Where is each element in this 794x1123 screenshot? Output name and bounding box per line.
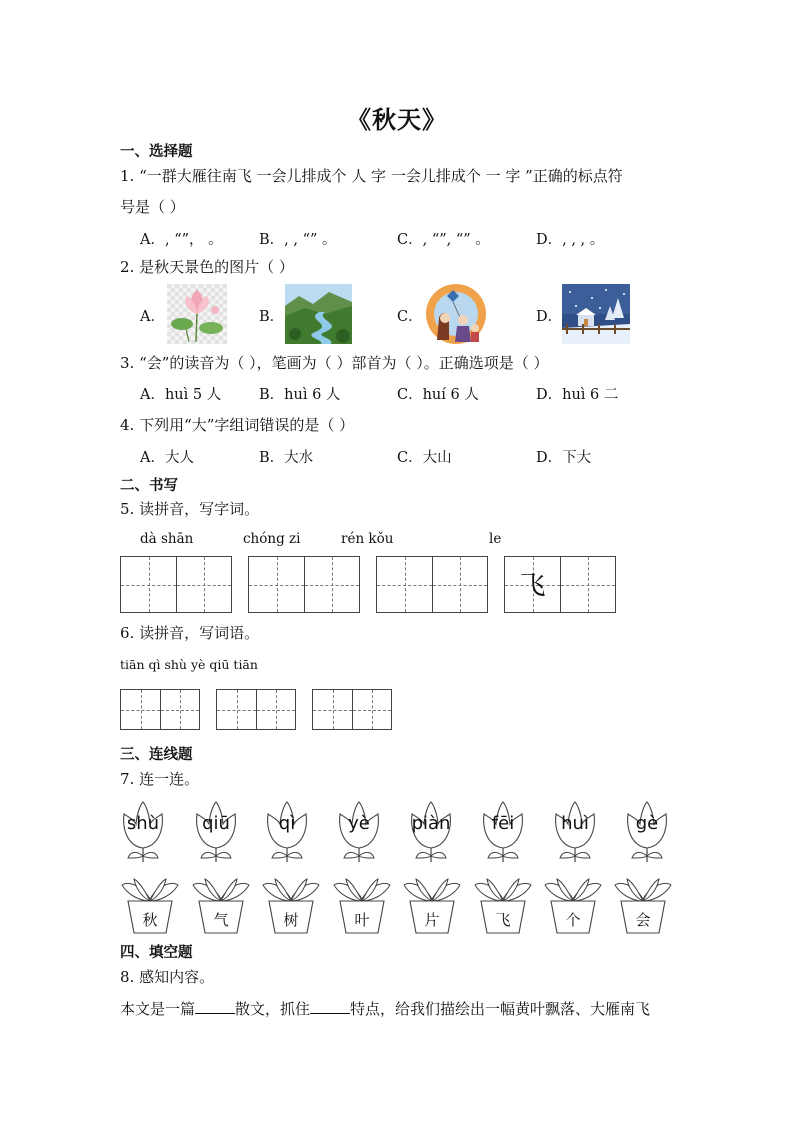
- flower-pinyin-label: huì: [561, 813, 589, 834]
- question-6: 6. 读拼音，写词语。: [120, 624, 260, 642]
- q3-option-a[interactable]: A．huì 5 人: [140, 387, 222, 403]
- question-8: 8. 感知内容。: [120, 968, 215, 986]
- q6-writing-grid-1[interactable]: [120, 689, 200, 730]
- character-pot[interactable]: [402, 877, 462, 935]
- q6-writing-grid-3[interactable]: [312, 689, 392, 730]
- flower-pinyin-label: shù: [126, 813, 160, 834]
- q3-option-c[interactable]: C．huí 6 人: [397, 387, 479, 403]
- pinyin-flower[interactable]: [334, 800, 384, 862]
- q5-pinyin-4: le: [489, 531, 502, 547]
- pot-character-label: 飞: [495, 911, 511, 929]
- pinyin-flower[interactable]: [262, 800, 312, 862]
- flower-pinyin-label: piàn: [411, 813, 451, 834]
- page-title: 《秋天》: [347, 106, 447, 134]
- q8-blank-2[interactable]: [310, 999, 350, 1014]
- character-pot[interactable]: [473, 877, 533, 935]
- pot-character-label: 个: [565, 911, 581, 929]
- pot-character-label: 片: [424, 911, 440, 929]
- q6-writing-grid-2[interactable]: [216, 689, 296, 730]
- pinyin-flower[interactable]: [406, 800, 456, 862]
- question-5: 5. 读拼音，写字词。: [120, 500, 260, 518]
- q5-pinyin-2: chóng zi: [243, 531, 301, 547]
- pinyin-flower[interactable]: [550, 800, 600, 862]
- q5-pinyin-1: dà shān: [140, 531, 194, 547]
- pot-character-label: 叶: [354, 911, 370, 929]
- flower-pinyin-label: qì: [278, 813, 296, 834]
- q5-writing-grid-4[interactable]: [504, 556, 616, 613]
- q4-option-d[interactable]: D．下大: [536, 450, 592, 466]
- q1-option-c[interactable]: C．, “”, “” 。: [397, 232, 490, 248]
- character-pot[interactable]: [191, 877, 251, 935]
- pinyin-flower[interactable]: [622, 800, 672, 862]
- prefilled-character: 飞: [519, 571, 546, 601]
- q5-pinyin-3: rén kǒu: [341, 531, 394, 547]
- question-3: 3. “会”的读音为（ ），笔画为（ ）部首为（ ）。正确选项是（ ）: [120, 354, 549, 372]
- flower-pinyin-label: yè: [348, 813, 370, 834]
- q6-pinyin: tiān qì shù yè qiū tiān: [120, 657, 258, 672]
- q4-option-b[interactable]: B．大水: [259, 450, 314, 466]
- character-pot[interactable]: [120, 877, 180, 935]
- river-valley-image: [285, 284, 352, 344]
- q1-option-b[interactable]: B．, , “” 。: [259, 232, 337, 248]
- question-8-line: [120, 998, 650, 1019]
- question-4: 4. 下列用“大”字组词错误的是（ ）: [120, 416, 355, 434]
- pinyin-flower[interactable]: [478, 800, 528, 862]
- girl-kite-image: [423, 284, 489, 344]
- pot-character-label: 秋: [142, 911, 158, 929]
- q4-option-a[interactable]: A．大人: [140, 450, 194, 466]
- question-1-line2: 号是（ ）: [120, 198, 185, 216]
- character-pot[interactable]: [613, 877, 673, 935]
- pot-character-label: 树: [283, 911, 299, 929]
- flower-pinyin-label: gè: [635, 813, 659, 834]
- q2-option-c[interactable]: C．: [397, 309, 423, 325]
- lotus-flower-image: [167, 284, 227, 344]
- pinyin-flower[interactable]: [191, 800, 241, 862]
- q8-text-b: 散文，抓住: [235, 1000, 311, 1018]
- section-heading-fill: 四、填空题: [120, 945, 193, 961]
- question-2: 2. 是秋天景色的图片（ ）: [120, 258, 294, 276]
- q1-option-a[interactable]: A．, “”， 。: [140, 232, 223, 248]
- section-heading-choice: 一、选择题: [120, 144, 193, 160]
- snow-scene-image: [562, 284, 630, 344]
- q5-writing-grid-1[interactable]: [120, 556, 232, 613]
- pot-character-label: 会: [635, 911, 651, 929]
- question-7: 7. 连一连。: [120, 770, 200, 788]
- pot-character-label: 气: [213, 911, 229, 929]
- character-pot[interactable]: [543, 877, 603, 935]
- q8-blank-1[interactable]: [195, 999, 235, 1014]
- section-heading-writing: 二、书写: [120, 478, 178, 494]
- flower-pinyin-label: fēi: [491, 813, 515, 834]
- q8-text-c: 特点，给我们描绘出一幅黄叶飘落、大雁南飞: [350, 1000, 651, 1018]
- q2-option-d[interactable]: D．: [536, 309, 563, 325]
- flower-pinyin-label: qiū: [202, 813, 230, 834]
- character-pot[interactable]: [332, 877, 392, 935]
- q1-option-d[interactable]: D．, , , 。: [536, 232, 605, 248]
- q3-option-b[interactable]: B．huì 6 人: [259, 387, 341, 403]
- q2-option-a[interactable]: A．: [140, 309, 165, 325]
- section-heading-matching: 三、连线题: [120, 747, 193, 763]
- q5-writing-grid-3[interactable]: [376, 556, 488, 613]
- character-pot[interactable]: [261, 877, 321, 935]
- q2-option-b[interactable]: B．: [259, 309, 285, 325]
- pinyin-flower[interactable]: [118, 800, 168, 862]
- q5-writing-grid-2[interactable]: [248, 556, 360, 613]
- q8-text-a: 本文是一篇: [120, 1000, 196, 1018]
- q4-option-c[interactable]: C．大山: [397, 450, 452, 466]
- question-1-line1: 1. “一群大雁往南飞 一会儿排成个 人 字 一会儿排成个 一 字 ”正确的标点符: [120, 167, 623, 185]
- q3-option-d[interactable]: D．huì 6 二: [536, 387, 619, 403]
